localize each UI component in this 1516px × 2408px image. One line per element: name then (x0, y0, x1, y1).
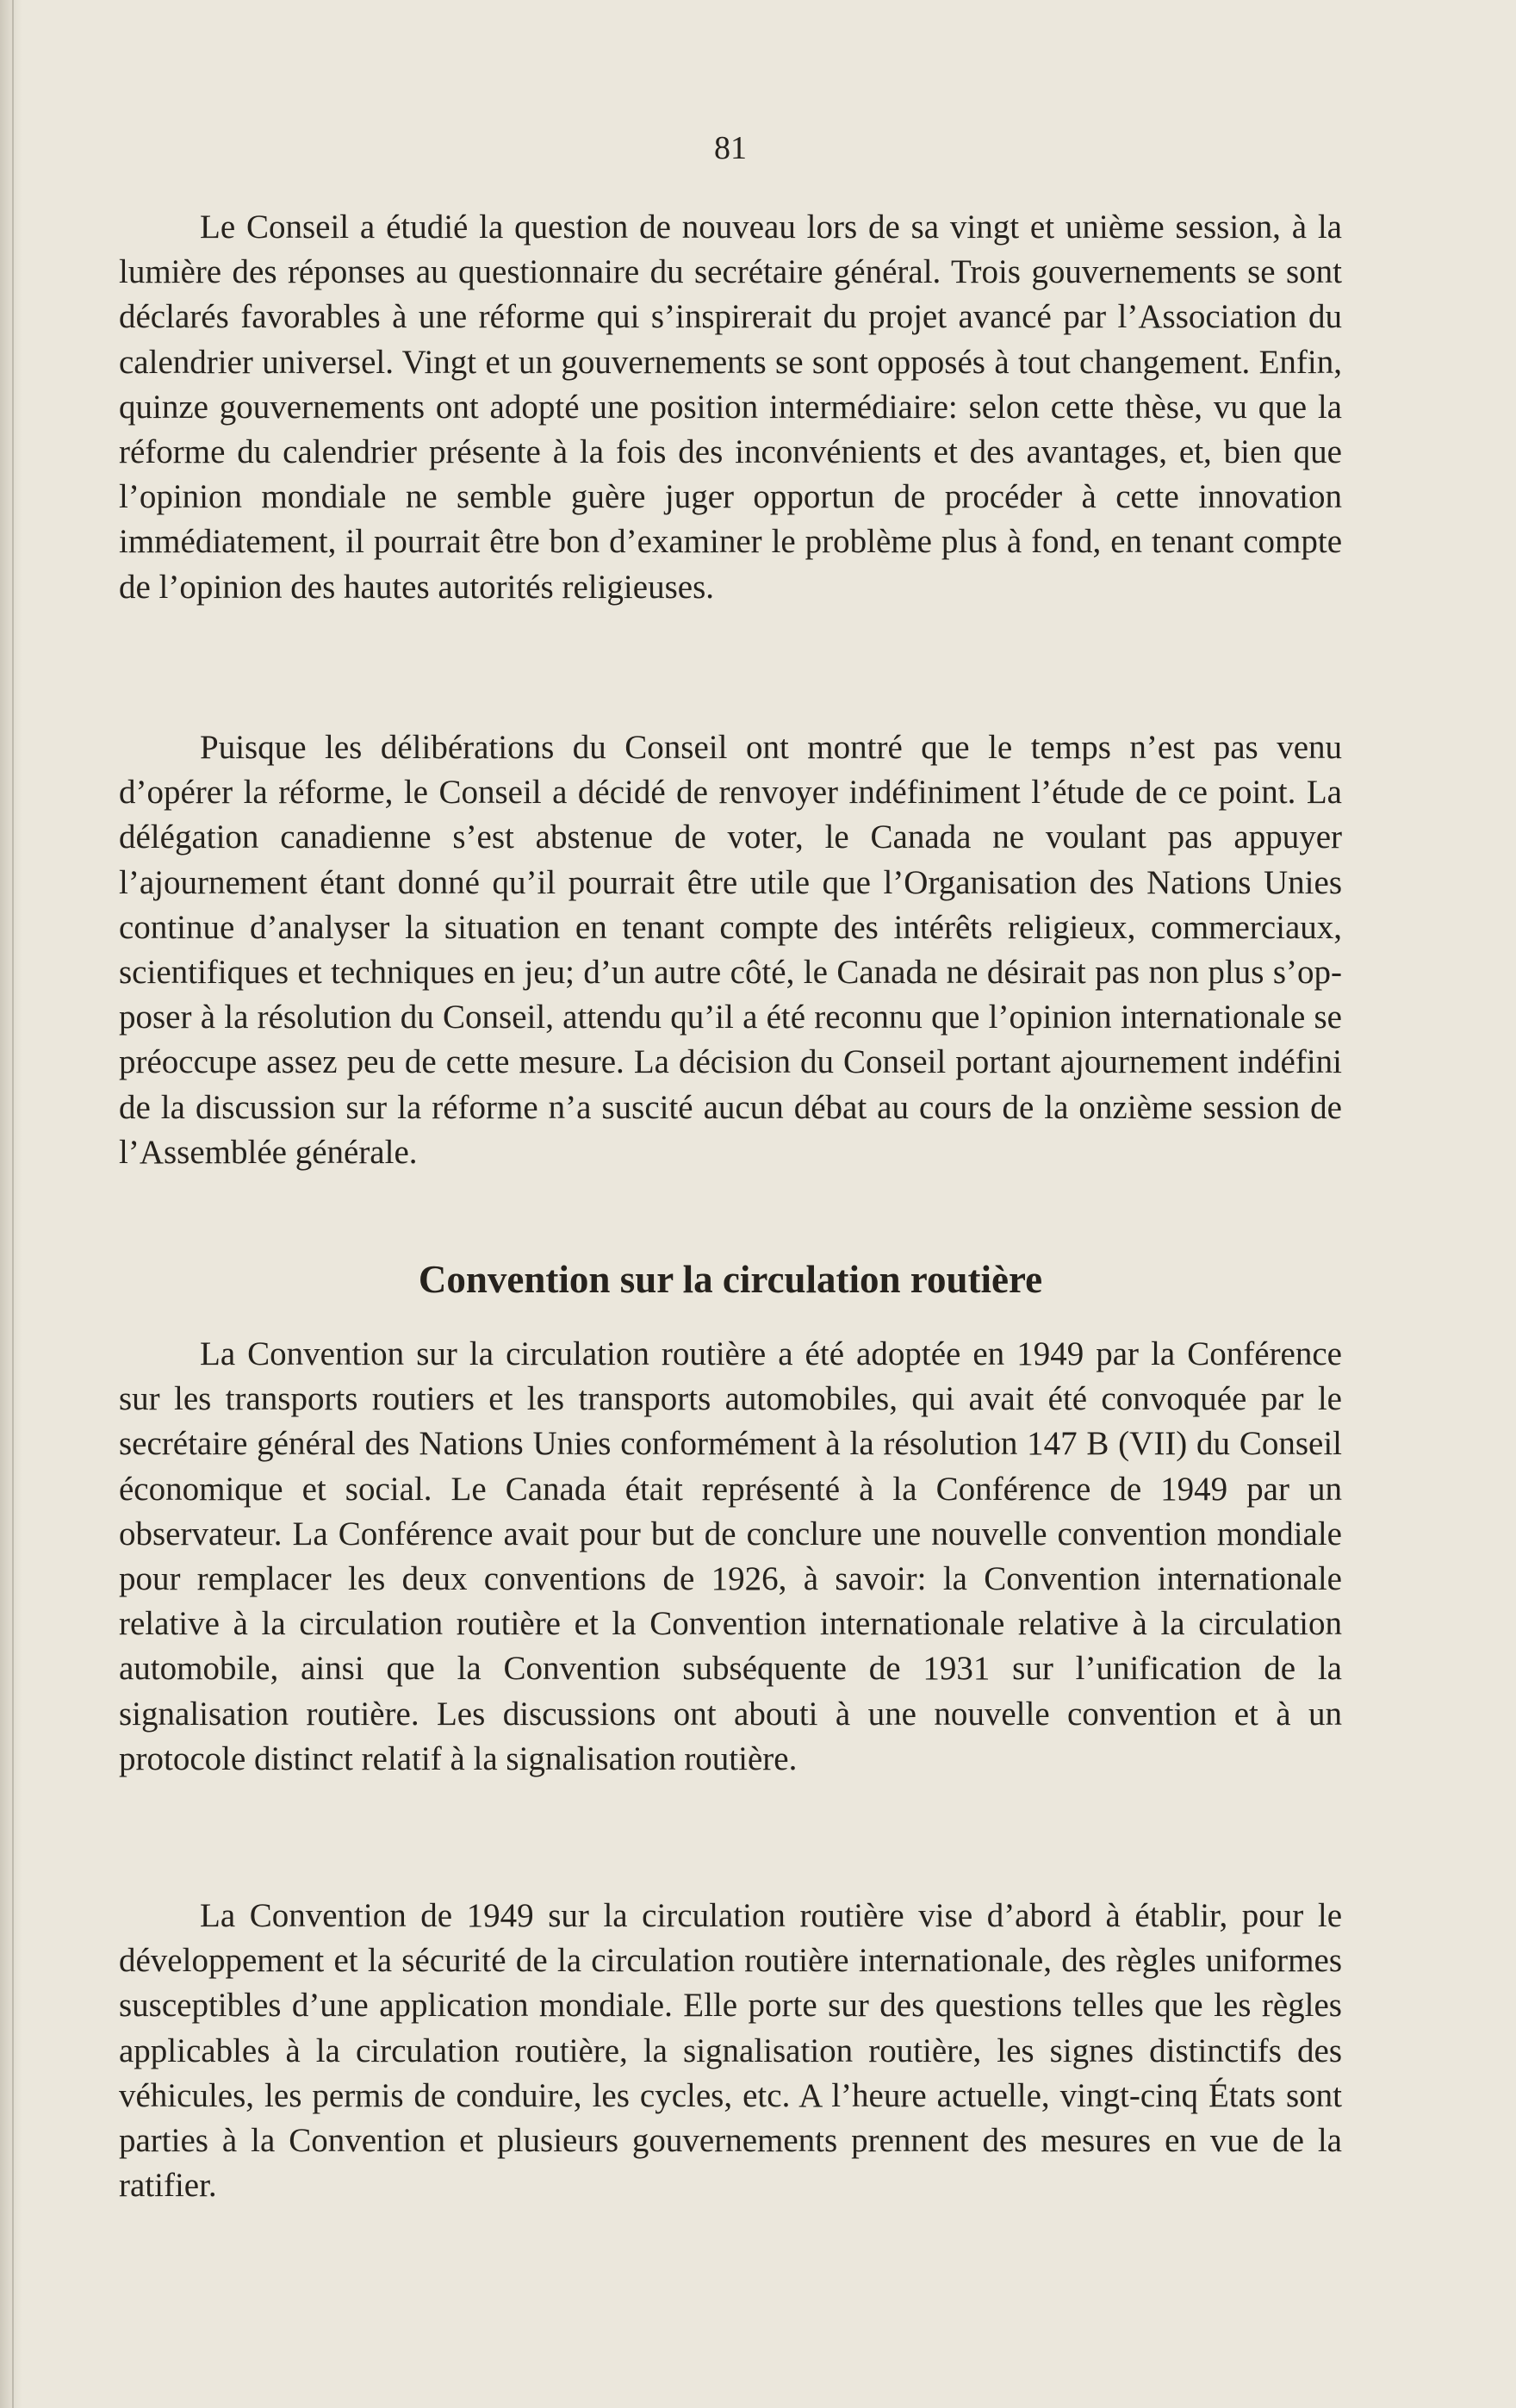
page-binding-line (12, 0, 14, 2408)
paragraph-calendar-reform-deferral: Puisque les délibérations du Conseil ont montré que le temps n’est pas venu d’opérer la réforme, le Conseil a décidé de renvoyer indéfiniment l’étude de ce point. La délégation canadienne s’est abstenue de voter, le Canada ne voulant pas appuyer l’ajournement étant donné qu’il pourrait être utile que l’Organisation des Nations Unies continue d’analyser la situation en tenant compte des intérêts religieux, commerciaux, scientifiques et techniques en jeu; d’un autre côté, le Canada ne désirait pas non plus s’opposer à la résolution du Conseil, attendu qu’il a été reconnu que l’opinion internationale se préoccupe assez peu de cette mesure. La décision du Conseil portant ajournement indéfini de la discussion sur la réforme n’a suscité aucun débat au cours de la onzième session de l’Assemblée générale. (119, 729, 1342, 1171)
section-heading-road-traffic: Convention sur la circulation routière (418, 1258, 1043, 1301)
page-binding-edge (0, 0, 22, 2408)
paragraph-road-traffic-convention-history: La Convention sur la circulation routière a été adoptée en 1949 par la Conférence sur les transports routiers et les transports automobiles, qui avait été convoquée par le secrétaire général des Nations Unies conformément à la résolution 147 B (VII) du Conseil économique et social. Le Canada était représenté à la Conférence de 1949 par un observateur. La Conférence avait pour but de conclure une nouvelle convention mondiale pour remplacer les deux conventions de 1926, à savoir: la Convention internationale relative à la circulation routière et la Convention internationale relative à la circulation automobile, ainsi que la Convention subséquente de 1931 sur l’unification de la signalisation routière. Les discussions ont abouti à une nouvelle convention et à un protocole distinct relatif à la signalisation routière. (119, 1335, 1342, 1777)
paragraph-road-traffic-convention-scope: La Convention de 1949 sur la circulation routière vise d’abord à établir, pour le développement et la sécurité de la circulation routière internationale, des règles uniformes susceptibles d’une application mondiale. Elle porte sur des questions telles que les règles applicables à la circulation routière, la signalisation routière, les signes distinctifs des véhicules, les permis de conduire, les cycles, etc. A l’heure actuelle, vingt-cinq États sont parties à la Convention et plusieurs gouvernements prennent des mesures en vue de la ratifier. (119, 1897, 1342, 2205)
paragraph-calendar-reform-session: Le Conseil a étudié la question de nouveau lors de sa vingt et unième session, à la lumière des réponses au questionnaire du secrétaire général. Trois gouvernements se sont déclarés favorables à une réforme qui s’inspirerait du projet avancé par l’Association du calendrier universel. Vingt et un gouvernements se sont opposés à tout changement. Enfin, quinze gouvernements ont adopté une position intermédiaire: selon cette thèse, vu que la réforme du calendrier présente à la fois des inconvénients et des avantages, et, bien que l’opinion mondiale ne semble guère juger opportun de procéder à cette innovation immédiatement, il pourrait être bon d’examiner le problème plus à fond, en tenant compte de l’opinion des hautes autorités religieuses. (119, 208, 1342, 606)
page-number: 81 (714, 130, 747, 166)
